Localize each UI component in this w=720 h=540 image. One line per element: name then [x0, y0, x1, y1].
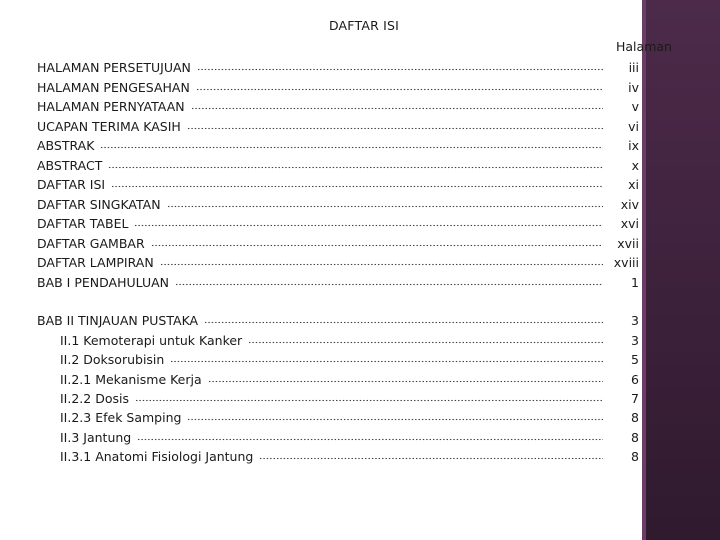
- dot-leader: [167, 196, 603, 210]
- toc-entry: [37, 97, 639, 115]
- toc-entry-label: DAFTAR TABEL: [37, 216, 129, 231]
- toc-entry-label: II.2 Doksorubisin: [60, 352, 165, 367]
- dot-leader: [100, 137, 603, 151]
- toc-entry-label: BAB II TINJAUAN PUSTAKA: [37, 313, 199, 328]
- toc-entry-label: II.3 Jantung: [60, 430, 132, 445]
- page-column-header: Halaman: [616, 39, 672, 54]
- toc-entry: [60, 389, 639, 407]
- toc-entry-label: HALAMAN PENGESAHAN: [37, 80, 190, 95]
- toc-entry: [37, 253, 639, 271]
- toc-entry: [37, 234, 639, 252]
- toc-entry: [60, 447, 639, 465]
- toc-entry-page: 1: [631, 275, 639, 290]
- toc-entry: [37, 58, 639, 76]
- toc-entry: [60, 350, 639, 368]
- toc-entry-label: DAFTAR GAMBAR: [37, 236, 145, 251]
- page-title: DAFTAR ISI: [328, 18, 400, 33]
- toc-entry-page: ix: [628, 138, 639, 153]
- toc-entry-label: II.3.1 Anatomi Fisiologi Jantung: [60, 449, 254, 464]
- toc-entry-page: 5: [631, 352, 639, 367]
- toc-entry-label: DAFTAR LAMPIRAN: [37, 255, 154, 270]
- toc-entry-label: HALAMAN PERNYATAAN: [37, 99, 185, 114]
- toc-entry-label: DAFTAR ISI: [37, 177, 106, 192]
- dot-leader: [137, 429, 603, 443]
- toc-entry-label: II.2.1 Mekanisme Kerja: [60, 372, 202, 387]
- dot-leader: [208, 371, 603, 385]
- toc-entry: [37, 175, 639, 193]
- toc-entry: [37, 78, 639, 96]
- dot-leader: [170, 351, 603, 365]
- dot-leader: [187, 118, 603, 132]
- toc-entry-label: UCAPAN TERIMA KASIH: [37, 119, 181, 134]
- toc-entry-page: 8: [631, 410, 639, 425]
- toc-entry: [37, 156, 639, 174]
- toc-entry-label: DAFTAR SINGKATAN: [37, 197, 161, 212]
- toc-entry-page: xvi: [620, 216, 639, 231]
- toc-entry-page: vi: [628, 119, 639, 134]
- toc-entry: [37, 117, 639, 135]
- dot-leader: [259, 448, 603, 462]
- toc-entry: [60, 428, 639, 446]
- dot-leader: [204, 312, 603, 326]
- toc-entry-page: xvii: [617, 236, 639, 251]
- toc-entry-page: 3: [631, 313, 639, 328]
- dot-leader: [196, 79, 603, 93]
- toc-entry: [37, 136, 639, 154]
- dot-leader: [191, 98, 603, 112]
- toc-entry: [60, 331, 639, 349]
- toc-entry-page: xiv: [620, 197, 639, 212]
- toc-entry-label: ABSTRACT: [37, 158, 103, 173]
- toc-entry-label: ABSTRAK: [37, 138, 95, 153]
- dot-leader: [175, 274, 603, 288]
- toc-entry-label: II.2.2 Dosis: [60, 391, 129, 406]
- dot-leader: [197, 59, 603, 73]
- toc-entry-page: 6: [631, 372, 639, 387]
- dot-leader: [134, 215, 603, 229]
- toc-entry-page: 7: [631, 391, 639, 406]
- toc-entry-label: II.1 Kemoterapi untuk Kanker: [60, 333, 243, 348]
- toc-entry-page: xviii: [613, 255, 639, 270]
- toc-entry-label: HALAMAN PERSETUJUAN: [37, 60, 191, 75]
- dot-leader: [135, 390, 603, 404]
- toc-entry-page: x: [631, 158, 639, 173]
- toc-entry: [60, 408, 639, 426]
- dot-leader: [108, 157, 603, 171]
- toc-entry-page: 3: [631, 333, 639, 348]
- toc-entry-label: II.2.3 Efek Samping: [60, 410, 182, 425]
- toc-entry: [37, 273, 639, 291]
- dot-leader: [187, 409, 603, 423]
- dot-leader: [151, 235, 603, 249]
- toc-entry: [37, 195, 639, 213]
- toc-entry: [37, 214, 639, 232]
- dot-leader: [160, 254, 603, 268]
- side-band-stripe: [642, 0, 646, 540]
- toc-entry-page: v: [631, 99, 639, 114]
- decorative-side-band: [642, 0, 720, 540]
- toc-entry: [37, 311, 639, 329]
- toc-entry-page: 8: [631, 449, 639, 464]
- toc-entry-page: xi: [628, 177, 639, 192]
- toc-entry-page: iii: [628, 60, 639, 75]
- toc-entry-page: 8: [631, 430, 639, 445]
- dot-leader: [111, 176, 603, 190]
- toc-entry: [60, 370, 639, 388]
- toc-entry-page: iv: [628, 80, 639, 95]
- dot-leader: [248, 332, 603, 346]
- toc-entry-label: BAB I PENDAHULUAN: [37, 275, 170, 290]
